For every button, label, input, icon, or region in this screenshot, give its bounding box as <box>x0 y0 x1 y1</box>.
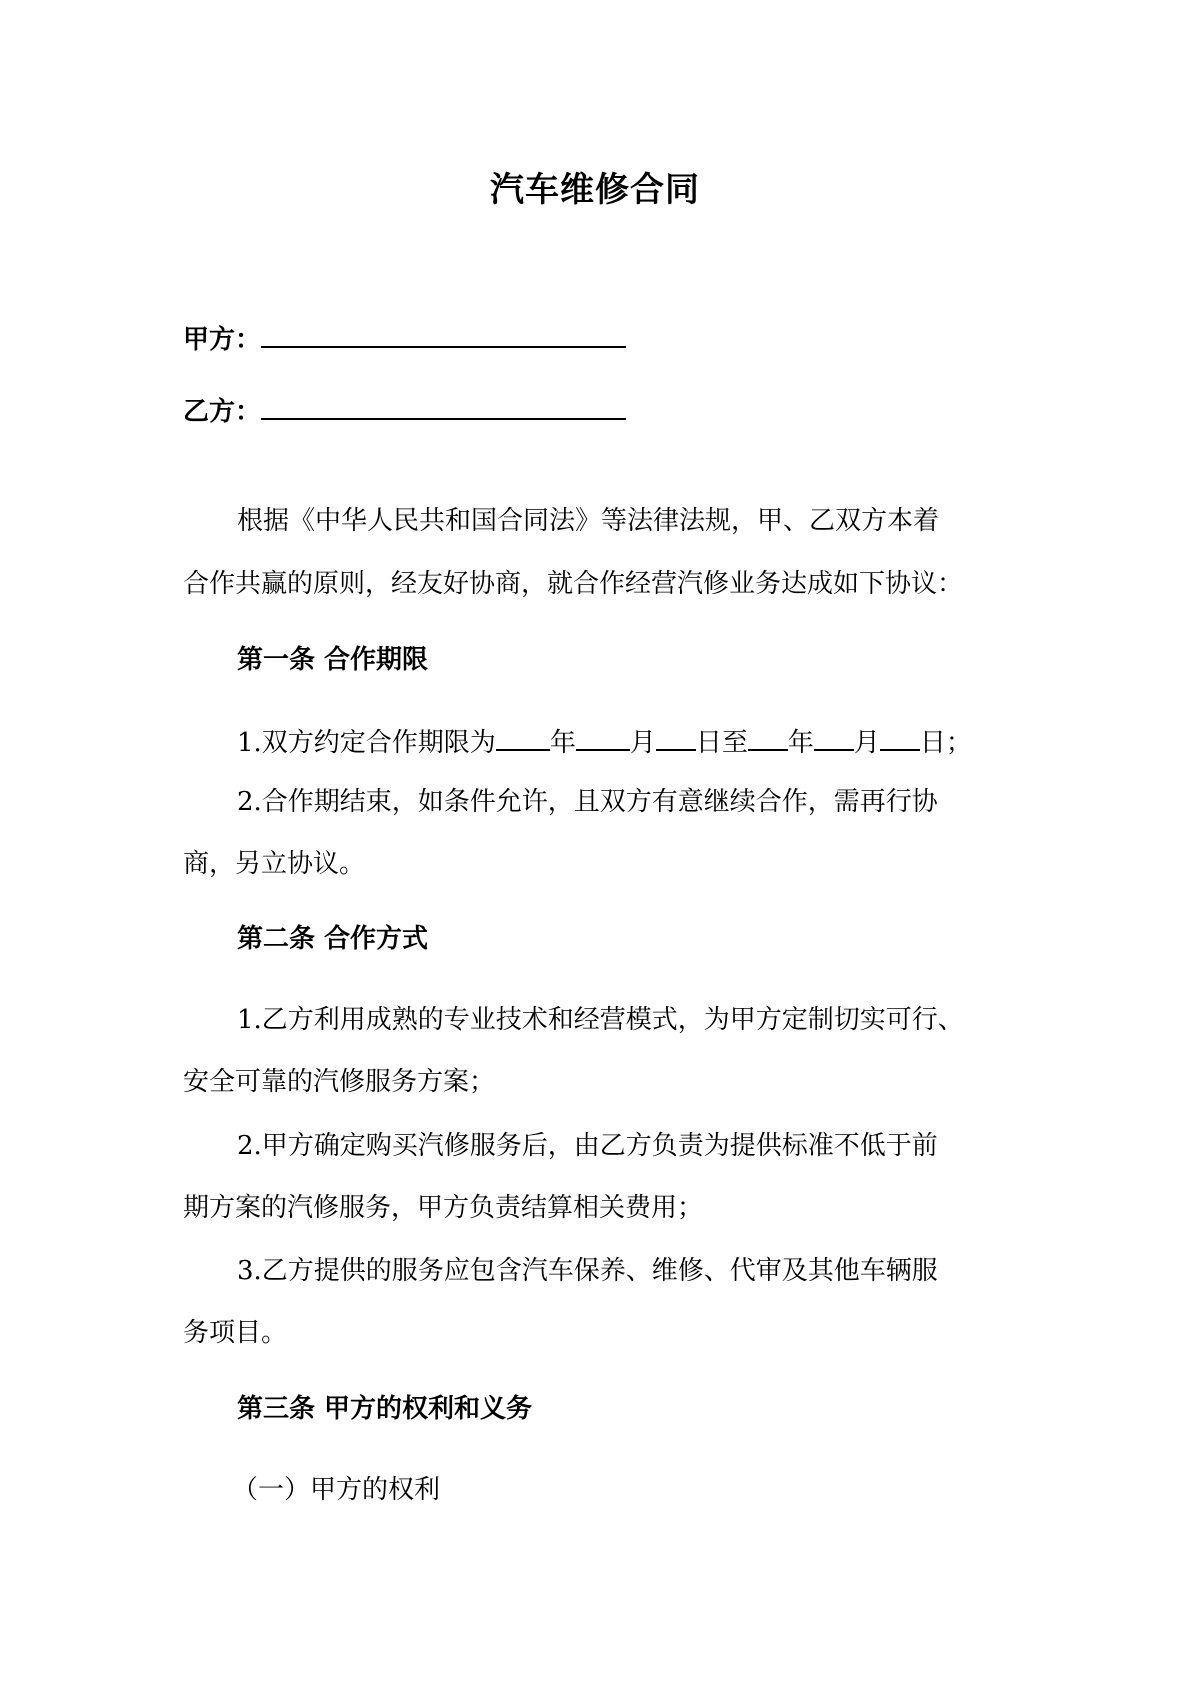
page-title: 汽车维修合同 <box>490 170 700 210</box>
party-a-row <box>183 322 626 356</box>
article-2-item-2-line-1: 2.甲方确定购买汽修服务后，由乙方负责为提供标准不低于前 <box>237 1131 938 1161</box>
preamble-line-2: 合作共赢的原则，经友好协商，就合作经营汽修业务达成如下协议： <box>183 569 964 599</box>
end-year-blank[interactable] <box>748 725 788 751</box>
end-month-blank[interactable] <box>814 725 854 751</box>
article-2-item-2-line-2: 期方案的汽修服务，甲方负责结算相关费用； <box>183 1193 704 1223</box>
article-2-item-3-line-2: 务项目。 <box>183 1318 288 1348</box>
article-2-heading: 第二条 合作方式 <box>237 924 429 954</box>
article-1-item-2-line-1: 2.合作期结束，如条件允许，且双方有意继续合作，需再行协 <box>237 787 938 817</box>
party-b-blank[interactable] <box>261 394 626 420</box>
article-2-item-1-line-1: 1.乙方利用成熟的专业技术和经营模式，为甲方定制切实可行、 <box>237 1005 964 1035</box>
start-day-blank[interactable] <box>656 725 696 751</box>
end-month-unit: 月 <box>853 728 880 758</box>
end-day-unit: 日； <box>919 728 972 758</box>
end-day-blank[interactable] <box>880 725 920 751</box>
party-b-label: 乙方： <box>183 397 262 427</box>
end-year-unit: 年 <box>787 728 814 758</box>
start-day-unit: 日至 <box>695 728 748 758</box>
article-2-item-1-line-2: 安全可靠的汽修服务方案； <box>183 1067 496 1097</box>
start-year-unit: 年 <box>549 728 576 758</box>
article-2-item-3-line-1: 3.乙方提供的服务应包含汽车保养、维修、代审及其他车辆服 <box>237 1256 938 1286</box>
party-b-row <box>183 394 626 428</box>
preamble-line-1: 根据《中华人民共和国合同法》等法律法规，甲、乙双方本着 <box>237 506 940 536</box>
article-1-item-2-line-2: 商，另立协议。 <box>183 849 366 879</box>
party-a-label: 甲方： <box>183 325 262 355</box>
article-3-sub-1: （一）甲方的权利 <box>232 1475 441 1505</box>
article-1-heading: 第一条 合作期限 <box>237 645 429 675</box>
term-prefix: 1.双方约定合作期限为 <box>237 728 496 758</box>
article-1-item-1 <box>237 725 972 759</box>
start-year-blank[interactable] <box>496 725 550 751</box>
start-month-blank[interactable] <box>576 725 630 751</box>
party-a-blank[interactable] <box>261 322 626 348</box>
article-3-heading: 第三条 甲方的权利和义务 <box>237 1394 533 1424</box>
start-month-unit: 月 <box>629 728 656 758</box>
